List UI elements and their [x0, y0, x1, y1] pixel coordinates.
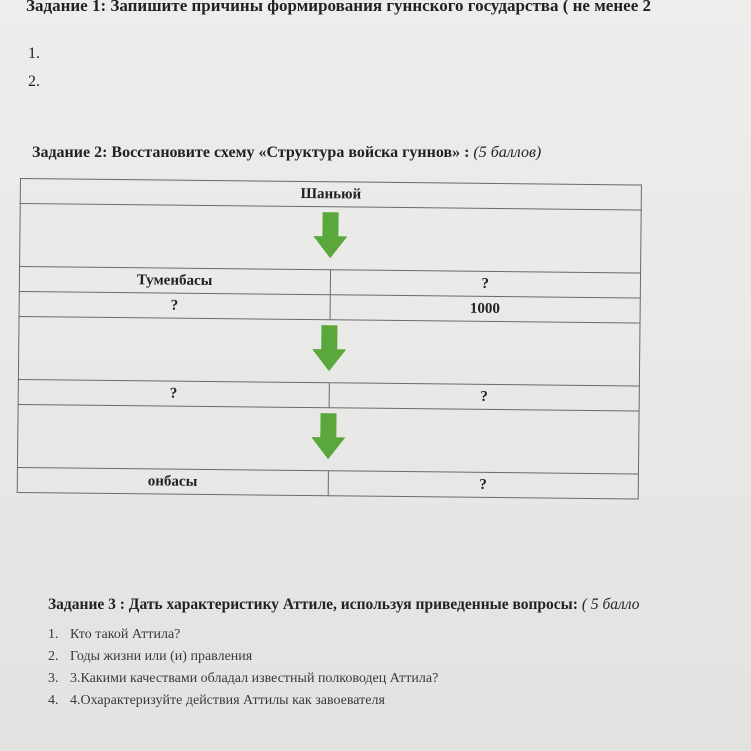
task3-title-text: Задание 3 : Дать характеристику Аттиле, используя приведенные вопросы: — [48, 596, 578, 613]
task3-points: ( 5 балло — [581, 596, 640, 613]
arrow-cell — [18, 316, 640, 385]
army-structure-scheme — [16, 178, 642, 544]
scheme-table — [17, 178, 642, 499]
task3-title — [48, 596, 639, 614]
list-item: 4. 4.Охарактеризуйте действия Аттилы как завоевателя — [48, 693, 385, 708]
task2-points: (5 баллов) — [473, 144, 542, 161]
down-arrow-icon — [313, 212, 348, 260]
scheme-cell-blank: ? — [329, 383, 640, 411]
scheme-top-cell: Шаньюй — [20, 179, 641, 211]
scheme-cell-onbasy: онбасы — [17, 467, 328, 495]
arrow-cell — [17, 404, 639, 473]
task1-list — [28, 40, 40, 96]
list-item: 1. Кто такой Аттила? — [48, 627, 181, 642]
scheme-cell-blank: ? — [328, 471, 639, 499]
list-item: 1. — [28, 45, 40, 62]
list-item: 2. — [28, 73, 40, 90]
task2-title — [32, 144, 541, 162]
scheme-cell-tumenbasy: Туменбасы — [19, 267, 330, 295]
task1-title: Задание 1: Запишите причины формирования гуннского государства ( не менее 2 — [26, 0, 651, 15]
arrow-cell — [20, 204, 642, 273]
task2-title-text: Задание 2: Восстановите схему «Структура войска гуннов» : — [32, 144, 470, 161]
down-arrow-icon — [311, 413, 346, 461]
down-arrow-icon — [312, 325, 347, 373]
list-item: 3. 3.Какими качествами обладал известный полководец Аттила? — [48, 671, 439, 686]
scheme-cell-blank: ? — [330, 270, 641, 298]
list-item: 2. Годы жизни или (и) правления — [48, 649, 253, 664]
task3-list — [48, 624, 438, 712]
scheme-cell-blank: ? — [18, 379, 329, 407]
scheme-cell-blank: ? — [19, 291, 330, 319]
scheme-cell-1000: 1000 — [330, 295, 641, 323]
